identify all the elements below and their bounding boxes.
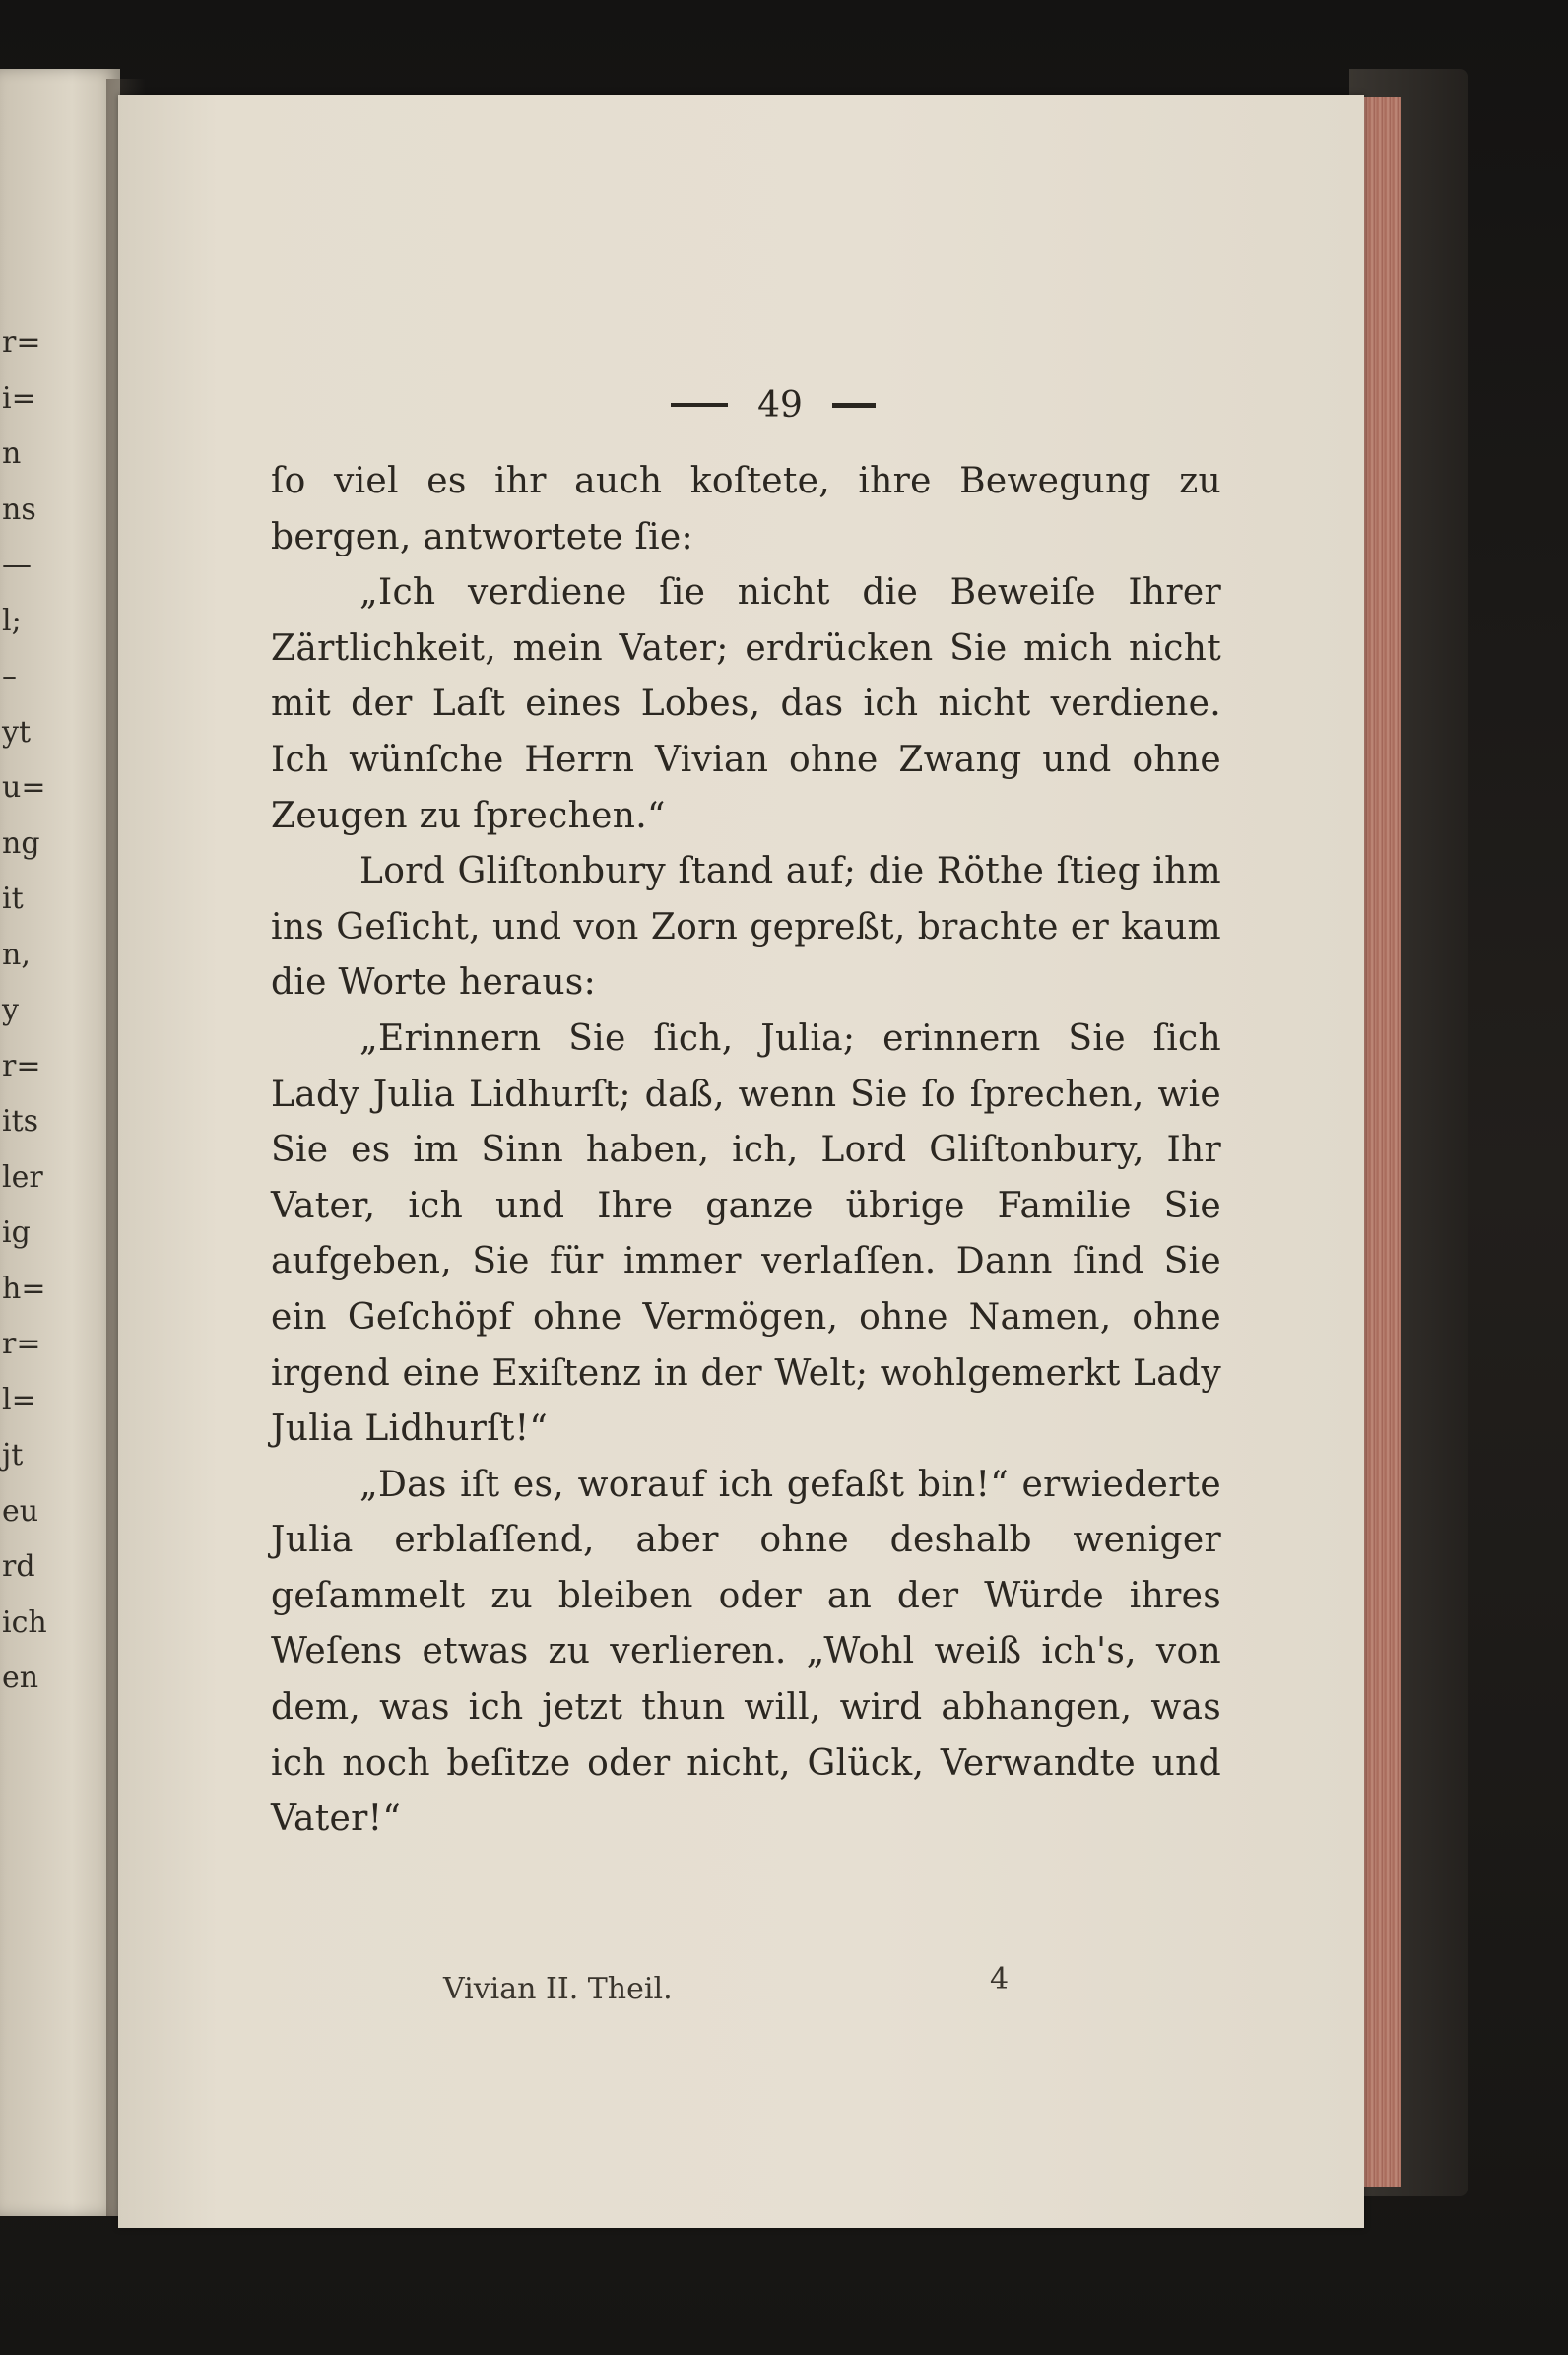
page-number: 49 <box>757 384 803 425</box>
paragraph: „Ich verdiene ſie nicht die Beweiſe Ihrer Zärtlichkeit, mein Vater; erdrücken Sie mich nicht mit der Laſt eines Lobes, das ich nicht verdiene. Ich wünſche Herrn Vivian ohne Zwang und ohne Zeugen zu ſprechen.“ <box>271 572 1221 836</box>
signature-number: 4 <box>990 1962 1010 1996</box>
page-footer <box>325 1962 1152 2021</box>
header-dash-left <box>671 403 728 407</box>
page-header <box>645 380 901 429</box>
left-page-fragment: its <box>2 1104 39 1139</box>
left-page-fragment: l= <box>2 1382 36 1417</box>
right-page <box>118 95 1364 2228</box>
paragraph: „Erinnern Sie ſich, Julia; erinnern Sie ſich Lady Julia Lidhurſt; daß, wenn Sie ſo ſprechen, wie Sie es im Sinn haben, ich, Lord Gliſtonbury, Ihr Vater, ich und Ihre ganze übrige Familie Sie aufgeben, Sie für immer verlaſſen. Dann ſind Sie ein Geſchöpf ohne Vermögen, ohne Namen, ohne irgend eine Exiſtenz in der Welt; wohlgemerkt Lady Julia Lidhurſt!“ <box>271 1017 1221 1450</box>
left-page-fragment: ler <box>2 1159 43 1195</box>
signature-note: Vivian II. Theil. <box>443 1972 673 2006</box>
left-page-fragment: r= <box>2 1327 41 1361</box>
left-page-fragment: ich <box>2 1604 47 1640</box>
left-page-fragment: u= <box>2 770 46 805</box>
left-page-fragment: n <box>2 436 22 471</box>
left-page-fragment: rd <box>2 1549 35 1584</box>
page-edges <box>1359 97 1401 2187</box>
header-dash-right <box>832 403 876 408</box>
left-page-fragment: r= <box>2 325 41 360</box>
body-text <box>271 454 1221 1848</box>
left-page-fragment: h= <box>2 1271 46 1306</box>
left-page-fragment: r= <box>2 1048 41 1083</box>
left-page-fragment: ns <box>2 491 36 527</box>
left-page-fragment: – <box>2 659 17 693</box>
left-page-fragment: it <box>2 882 24 916</box>
paragraph: „Das iſt es, worauf ich gefaßt bin!“ erwiederte Julia erblaſſend, aber ohne deshalb weniger geſammelt zu bleiben oder an der Würde ihres Weſens etwas zu verlieren. „Wohl weiß ich's, von dem, was ich jetzt thun will, wird abhangen, was ich noch beſitze oder nicht, Glück, Verwandte und Vater!“ <box>271 1464 1221 1840</box>
left-page-fragment: ig <box>2 1215 31 1250</box>
left-page-fragment: eu <box>2 1493 39 1529</box>
left-page-fragment: jt <box>2 1438 24 1472</box>
left-page-fragments <box>0 69 120 2216</box>
paragraph: Lord Gliſtonbury ſtand auf; die Röthe ſtieg ihm ins Geſicht, und von Zorn gepreßt, brachte er kaum die Worte heraus: <box>271 851 1221 1004</box>
left-page-fragment: yt <box>2 714 32 750</box>
left-page-fragment: ng <box>2 825 40 861</box>
left-page-fragment: n, <box>2 937 31 972</box>
left-page <box>0 69 120 2216</box>
left-page-fragment: en <box>2 1661 39 1695</box>
left-page-fragment: l; <box>2 603 22 638</box>
paragraph: ſo viel es ihr auch koſtete, ihre Bewegung zu bergen, antwortete ſie: <box>271 461 1221 557</box>
left-page-fragment: i= <box>2 380 36 416</box>
left-page-fragment: y <box>2 993 19 1027</box>
left-page-fragment: — <box>2 548 32 582</box>
